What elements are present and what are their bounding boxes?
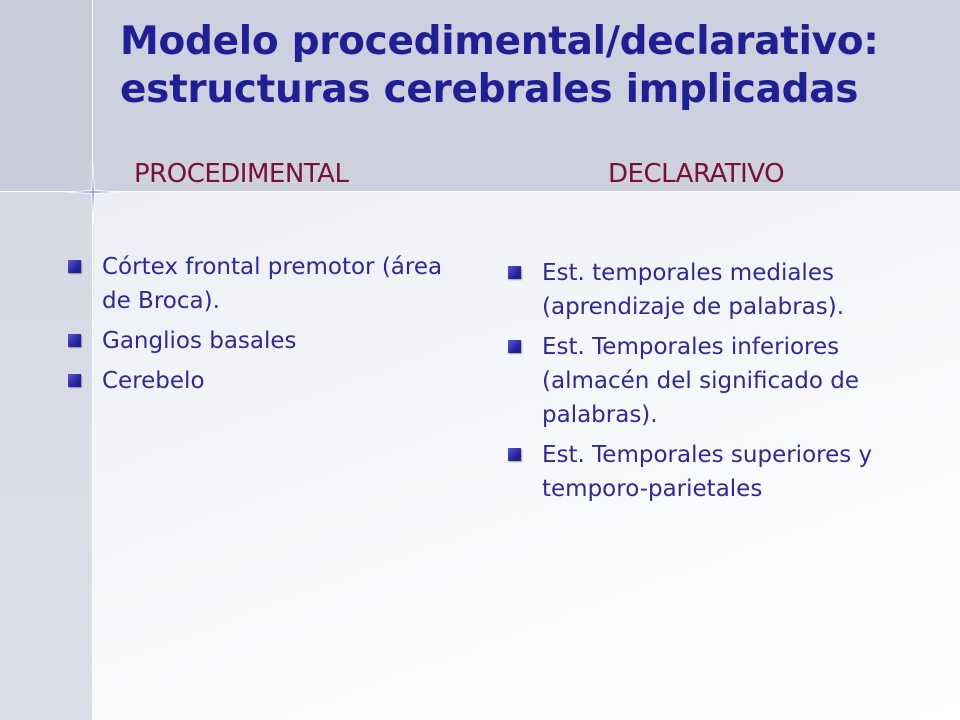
square-bullet-icon (508, 340, 521, 353)
list-item-text: Est. Temporales inferiores (almacén del significado de palabras). (542, 334, 859, 428)
procedimental-list (66, 250, 456, 404)
title-line-2: estructuras cerebrales implicadas (120, 67, 859, 112)
list-item-text: Est. Temporales superiores y temporo-parietales (542, 442, 873, 502)
list-item-text: Cerebelo (102, 368, 205, 394)
square-bullet-icon (68, 260, 81, 273)
square-bullet-icon (508, 266, 521, 279)
list-item-text: Est. temporales mediales (aprendizaje de palabras). (542, 260, 845, 320)
square-bullet-icon (508, 448, 521, 461)
square-bullet-icon (68, 334, 81, 347)
list-item (66, 250, 456, 318)
square-bullet-icon (68, 374, 81, 387)
heading-declarativo: DECLARATIVO (608, 159, 785, 189)
list-item (506, 438, 946, 506)
list-item-text: Córtex frontal premotor (área de Broca). (102, 254, 443, 314)
heading-procedimental: PROCEDIMENTAL (134, 159, 349, 189)
declarativo-list (506, 256, 946, 512)
list-item (506, 256, 946, 324)
list-item (66, 364, 456, 398)
list-item (506, 330, 946, 432)
four-point-star-icon (62, 161, 124, 223)
title-line-1: Modelo procedimental/declarativo: (120, 19, 879, 64)
slide-title (120, 18, 940, 114)
list-item-text: Ganglios basales (102, 328, 297, 354)
list-item (66, 324, 456, 358)
